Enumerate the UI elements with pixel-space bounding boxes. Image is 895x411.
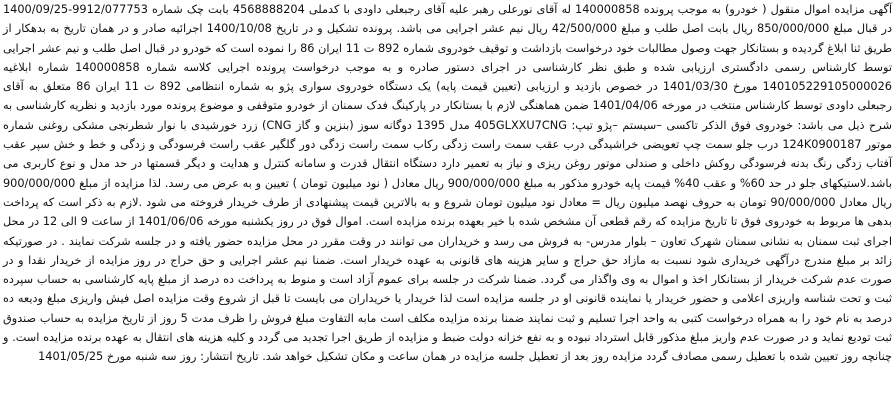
notice-body-text: آگهی مزایده اموال منقول ( خودرو) به موجب پرونده 140000858 له آقای نورعلی رهبر علیه آقای رجبعلی داودی با کدملی 4568888204 بابت چک شماره 9912/077753-1400/09/25 در قبال مبلغ 850/000/000 ریال بابت اصل طلب و مبلغ 42/500/000 ریال نیم عشر اجرایی می باشد. پرونده تشکیل و در تاریخ 1400/10/08 اجرائیه صادر و در همان تاریخ به بدهکار از طریق ثنا ابلاغ گردیده و بستانکار جهت وصول مطالبات خود درخواست بازداشت و توقیف خودروی شماره 892 ت 11 ایران 86 را نموده است که خودرو در قبال اصل طلب و نیم عشر اجرایی توسط کارشناس رسمی دادگستری ارزیابی شده و طبق نظر کارشناسی در اجرای دستور صادره و به موجب درخواست پرونده اجرایی کلاسه شماره 140000858 شماره ابلاغیه 140105229105000026 مورخ 1401/03/30 در خصوص بازدید و ارزیابی (تعیین قیمت پایه) یک دستگاه خودروی سواری پژو به شماره انتظامی 892 ت 11 ایران 86 متعلق به آقای رجبعلی داودی توسط کارشناس منتخب در مورخه 1401/04/06 ضمن هماهنگی لازم با بستانکار در پارکینگ فدک سمنان از خودرو متوقفی و موضوع پرونده مورد بازدید و نظریه کارشناسی به شرح ذیل می باشد: خودروی فوق الذکر تاکسی –سیستم –پژو تیپ: 405GLXXU7CNG مدل 1395 دوگانه سوز (بنزین و گاز CNG) زرد خورشیدی با نوار شطرنجی مشکی روغنی شماره موتور 124K0900187 درب جلو سمت چپ تعویضی خراشیدگی درب عقب سمت راست زدگی رکاب سمت راست زدگی دور گلگیر عقب راست فرسودگی و زدگی و خط و خش سپر عقب آفتاب زدگی رنگ بدنه فرسودگی روکش داخلی و صندلی موتور روغن ریزی و نیاز به تعمیر دارد دستگاه انتقال قدرت و سامانه کنترل و هدایت و دیگر قسمتها در حد مدل و نوع کاربری می باشد.لاستیکهای جلو در حد 60% و عقب 40% قیمت پایه خودرو مذکور به مبلغ 900/000/000 ریال معادل ( نود میلیون تومان ) تعیین و به عرض می رسد. لذا مزایده از مبلغ 900/000/000 ریال معادل 90/000/000 تومان به حروف نهصد میلیون ریال = معادل نود میلیون تومان شروع و به بالاترین قیمت پیشنهادی از طرف خریدار فروخته می شود .لازم به ذکر است که پرداخت بدهی ها مربوط به خودروی فوق تا تاریخ مزایده که رقم قطعی آن مشخص شده با خیر بعهده برنده مزایده است. اموال فوق در روز یکشنبه مورخه 1401/06/06 از ساعت 9 الی 12 در محل اجرای ثبت سمنان به نشانی سمنان شهرک تعاون – بلوار مدرس- به فروش می رسد و خریداران می توانند در وقت مقرر در محل مزایده حضور یافته و در جلسه شرکت نمایند . در صورتیکه زائد بر مبلغ مندرج درآگهی خریداری شود نسبت به مازاد حق حراج و سایر هزینه های قانونی به عهده خریدار است. ضمنا نیم عشر اجرایی و حق حراج در روز مزایده از خریدار نقدا و در صورت عدم شرکت خریدار از بستانکار اخذ و اموال به وی واگذار می گردد. ضمنا شرکت در جلسه برای عموم آزاد است و منوط به پرداخت ده درصد از مبلغ پایه کارشناسی به حساب سپرده ثبت و تحت شناسه واریزی اعلامی و حضور خریدار یا نماینده قانونی او در جلسه مزایده است لذا خریدار یا خریداران می بایست تا قبل از شروع وقت مزایده اصل فیش واریزی مبلغ ودیعه ده درصد به نام خود را به همراه درخواست کتبی به واحد اجرا تسلیم و ثبت نمایند ضمنا برنده مزایده مکلف است مابه التفاوت مبلغ فروش را ظرف مدت 5 روز از تاریخ مزایده به حساب صندوق ثبت تودیع نماید و در صورت عدم واریز مبلغ مذکور قابل استرداد نبوده و به نفع خزانه دولت ضبط و مزایده از طریق اجرا تجدید می گردد و کلیه هزینه های انتقال به عهده برنده مزایده است. و چنانچه روز تعیین شده با تعطیل رسمی مصادف گردد مزایده روز بعد از تعطیل جلسه مزایده در همان ساعت و مکان تشکیل خواهد شد. تاریخ انتشار: روز سه شنبه مورخ 1401/05/25 [3,3,893,364]
